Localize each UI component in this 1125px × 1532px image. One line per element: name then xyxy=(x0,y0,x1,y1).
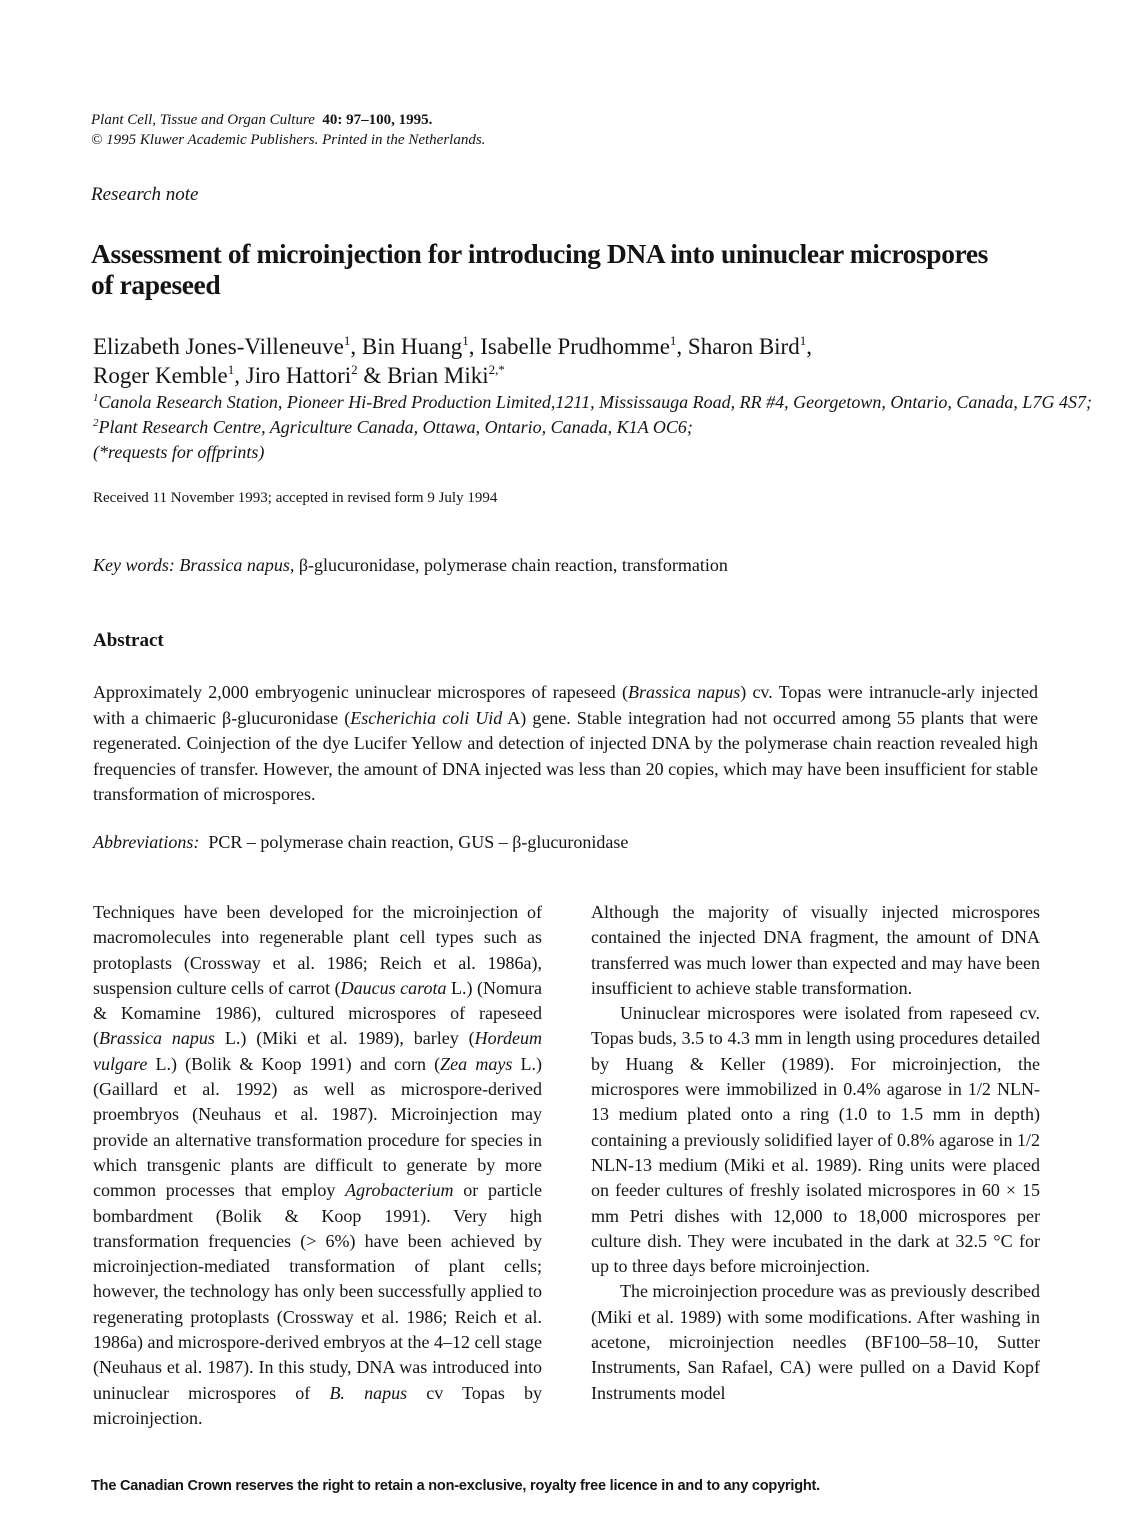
author: Isabelle Prudhomme$^1$, xyxy=(480,333,688,359)
keywords-label: Key words: xyxy=(93,555,175,575)
body-paragraph: Uninuclear microspores were isolated from rapeseed cv. Topas buds, 3.5 to 4.3 mm in length using procedures detailed by Huang & Keller (1989). For microinjection, the microspores were immobilized in 0.4% agarose in 1/2 NLN-13 medium plated onto a ring (1.0 to 1.5 mm in depth) containing a previously solidified layer of 0.8% agarose in 1/2 NLN-13 medium (Miki et al. 1989). Ring units were placed on feeder cultures of freshly isolated microspores in 60 × 15 mm Petri dishes with 12,000 to 18,000 microspores per culture dish. They were incubated in the dark at 32.5 °C for up to three days before microinjection. xyxy=(591,1003,1040,1277)
body-paragraph: The microinjection procedure was as previously described (Miki et al. 1989) with some modifications. After washing in acetone, microinjection needles (BF100–58–10, Sutter Instruments, San Rafael, CA) were pulled on a David Kopf Instruments model xyxy=(591,1281,1040,1403)
body-column-left xyxy=(93,900,542,1431)
abbreviations-label: Abbreviations: xyxy=(93,832,200,852)
author: Elizabeth Jones-Villeneuve$^1$, xyxy=(93,333,362,359)
received-dates: Received 11 November 1993; accepted in revised form 9 July 1994 xyxy=(93,490,498,506)
journal-header xyxy=(91,110,485,150)
journal-copyright: © 1995 Kluwer Academic Publishers. Printed in the Netherlands. xyxy=(91,132,486,148)
article-title: Assessment of microinjection for introducing DNA into uninuclear microspores of rapeseed xyxy=(91,238,988,300)
author: Bin Huang$^1$, xyxy=(361,333,481,359)
affiliations: $^1$Canola Research Station, Pioneer Hi-Bred Production Limited,1211, Mississauga Road, RR #4, Georgetown, Ontario, Canada, L7G 4S7; $^2$Plant Research Centre, Agriculture Canada, Ottawa, Ontario, Canada, K1A OC6; (*requests for offprints) xyxy=(93,392,1092,462)
affiliation-1: Canola Research Station, Pioneer Hi-Bred Production Limited,1211, Mississauga Road, RR #4, Georgetown, Ontario, Canada, L7G 4S7; xyxy=(98,392,1092,412)
body-paragraph: Techniques have been developed for the microinjection of macromolecules into regenerable plant cell types such as protoplasts (Crossway et al. 1986; Reich et al. 1986a), suspension culture cells of carrot (Daucus carota L.) (Nomura & Komamine 1986), cultured microspores of rapeseed (Brassica napus L.) (Miki et al. 1989), barley (Hordeum vulgare L.) (Bolik & Koop 1991) and corn (Zea mays L.) (Gaillard et al. 1992) as well as microspore-derived proembryos (Neuhaus et al. 1987). Microinjection may provide an alternative transformation procedure for species in which transgenic plants are difficult to generate by more common processes that employ Agrobacterium or particle bombardment (Bolik & Koop 1991). Very high transformation frequencies (> 6%) have been achieved by microinjection-mediated transformation of plant cells; however, the technology has only been successfully applied to regenerating protoplasts (Crossway et al. 1986; Reich et al. 1986a) and microspore-derived embryos at the 4–12 cell stage (Neuhaus et al. 1987). In this study, DNA was introduced into uninuclear microspores of B. napus cv Topas by microinjection. xyxy=(93,902,543,1428)
body-paragraph: Although the majority of visually injected microspores contained the injected DNA fragment, the amount of DNA transferred was much lower than expected and may have been insufficient to achieve stable transformation. xyxy=(591,902,1040,998)
keyword-species: Brassica napus, xyxy=(179,555,295,575)
author-list xyxy=(93,332,1093,390)
author: Roger Kemble$^1$, xyxy=(93,362,246,388)
author: Sharon Bird$^1$, xyxy=(687,333,812,359)
keywords xyxy=(93,555,728,576)
article-type: Research note xyxy=(91,184,199,205)
author: Jiro Hattori$^2$ & xyxy=(245,362,388,388)
body-column-right xyxy=(591,900,1040,1406)
affiliation-2: Plant Research Centre, Agriculture Canada, Ottawa, Ontario, Canada, K1A OC6; xyxy=(98,417,693,437)
abbreviations-text: PCR – polymerase chain reaction, GUS – β-glucuronidase xyxy=(208,832,629,852)
journal-volume: 40: 97–100, 1995. xyxy=(322,112,433,128)
abstract-heading: Abstract xyxy=(93,630,164,651)
abstract-text: Approximately 2,000 embryogenic uninuclear microspores of rapeseed (Brassica napus) cv. Topas were intranucle-arly injected with a chimaeric β-glucuronidase (Escherichia coli Uid A) gene. Stable integration had not occurred among 55 plants that were regenerated. Coinjection of the dye Lucifer Yellow and detection of injected DNA by the polymerase chain reaction revealed high frequencies of transfer. However, the amount of DNA injected was less than 20 copies, which may have been insufficient for stable transformation of microspores. xyxy=(93,682,1039,804)
author: Brian Miki$^{2,*}$ xyxy=(387,362,505,388)
journal-citation xyxy=(91,110,485,130)
abbreviations xyxy=(93,832,628,853)
keyword-list: β-glucuronidase, polymerase chain reaction, transformation xyxy=(298,555,728,575)
journal-name: Plant Cell, Tissue and Organ Culture xyxy=(91,112,315,128)
offprint-note: (*requests for offprints) xyxy=(93,442,265,462)
copyright-footer: The Canadian Crown reserves the right to retain a non-exclusive, royalty free licence in and to any copyright. xyxy=(91,1478,820,1494)
